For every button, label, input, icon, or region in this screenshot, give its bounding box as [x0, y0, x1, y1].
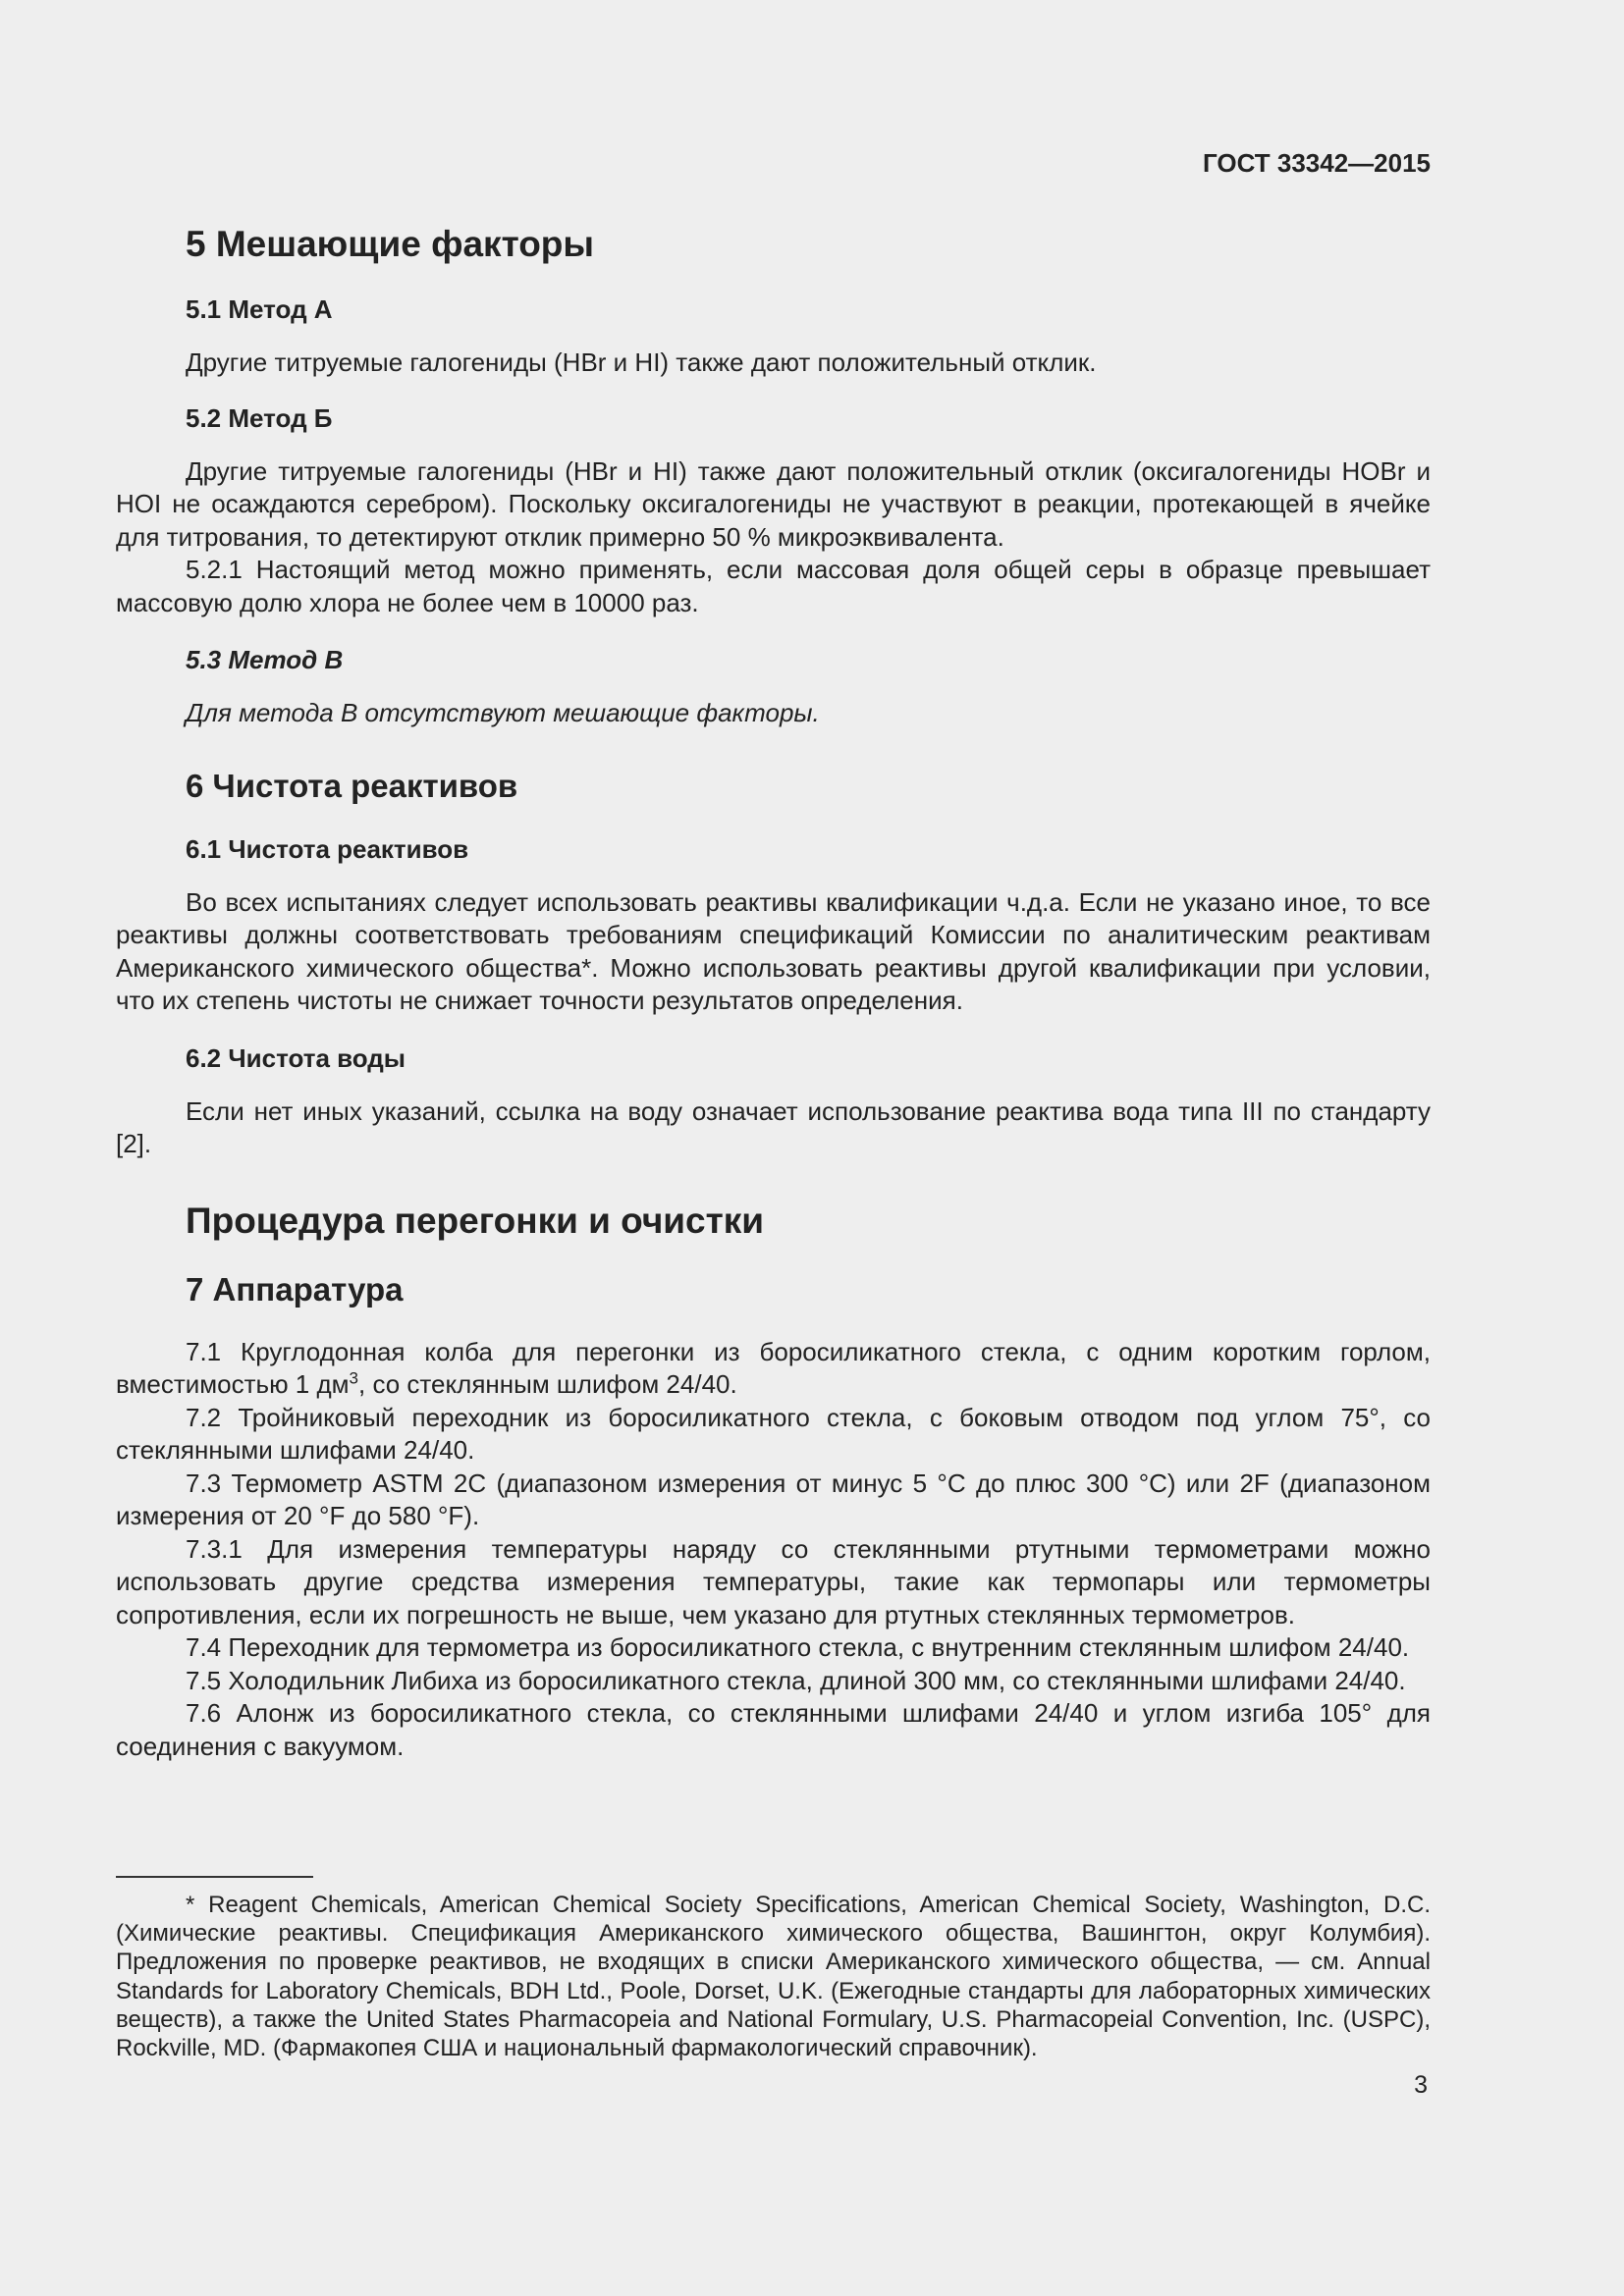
section-7-title: 7 Аппаратура: [186, 1270, 404, 1308]
section-5-2-title: 5.2 Метод Б: [186, 402, 333, 433]
section-6-title: 6 Чистота реактивов: [186, 767, 518, 804]
section-7-1-text: [116, 1336, 1431, 1402]
footnote-divider: [116, 1876, 313, 1878]
section-5-title: 5 Мешающие факторы: [186, 224, 594, 264]
section-6-1-text: Во всех испытаниях следует использовать реактивы квалификации ч.д.а. Если не указано иное, то все реактивы должны соответствовать требованиям спецификаций Комиссии по аналитическим реактивам Американского химического общества*. Можно использовать реактивы другой квалификации при условии, что их степень чистоты не снижает точности результатов определения.: [116, 886, 1431, 1015]
section-5-1-text: Другие титруемые галогениды (HBr и HI) также дают положительный отклик.: [186, 347, 1097, 377]
section-7-3-text: 7.3 Термометр ASTM 2C (диапазоном измерения от минус 5 °С до плюс 300 °С) или 2F (диапазоном измерения от 20 °F до 580 °F).: [116, 1468, 1431, 1530]
section-7-6-text: 7.6 Алонж из боросиликатного стекла, со стеклянными шлифами 24/40 и углом изгиба 105° для соединения с вакуумом.: [116, 1698, 1431, 1761]
section-7-2-text: 7.2 Тройниковый переходник из боросиликатного стекла, с боковым отводом под углом 75°, со стеклянными шлифами 24/40.: [116, 1402, 1431, 1465]
section-7-1-superscript: 3: [349, 1368, 358, 1388]
section-5-1-title: 5.1 Метод А: [186, 294, 333, 324]
section-6-1-title: 6.1 Чистота реактивов: [186, 833, 469, 864]
section-5-2-text: Другие титруемые галогениды (HBr и HI) также дают положительный отклик (оксигалогениды HOBr и HOI не осаждаются серебром). Поскольку оксигалогениды не участвуют в реакции, протекающей в ячейке для титрования, то детектируют отклик примерно 50 % микроэквивалента.: [116, 455, 1431, 552]
section-7-3-1-text: 7.3.1 Для измерения температуры наряду со стеклянными ртутными термометрами можно использовать другие средства измерения температуры, такие как термопары или термометры сопротивления, если их погрешность не выше, чем указано для ртутных стеклянных термометров.: [116, 1533, 1431, 1629]
section-5-3-title: 5.3 Метод В: [186, 645, 344, 674]
section-7-4-text: 7.4 Переходник для термометра из боросиликатного стекла, с внутренним стеклянным шлифом 24/40.: [186, 1632, 1410, 1662]
section-7-5-text: 7.5 Холодильник Либиха из боросиликатного стекла, длиной 300 мм, со стеклянными шлифами 24/40.: [186, 1665, 1406, 1695]
section-7-1-text-b: , со стеклянным шлифом 24/40.: [358, 1369, 737, 1399]
page-content: [116, 216, 1431, 1763]
section-5-3-text: Для метода В отсутствуют мешающие факторы.: [186, 698, 820, 727]
section-5-2-1-text: 5.2.1 Настоящий метод можно применять, если массовая доля общей серы в образце превышает массовую долю хлора не более чем в 10000 раз.: [116, 555, 1431, 617]
section-7-1-text-a: 7.1 Круглодонная колба для перегонки из боросиликатного стекла, с одним коротким горлом, вместимостью 1 дм: [116, 1336, 1431, 1399]
section-6-2-title: 6.2 Чистота воды: [186, 1042, 406, 1073]
standard-header: ГОСТ 33342—2015: [1203, 148, 1431, 178]
procedure-title: Процедура перегонки и очистки: [186, 1200, 765, 1241]
section-6-2-text: Если нет иных указаний, ссылка на воду означает использование реактива вода типа III по стандарту [2].: [116, 1095, 1431, 1158]
footnote: * Reagent Chemicals, American Chemical Society Specifications, American Chemical Society, Washington, D.C. (Химические реактивы. Спецификация Американского химического общества, Вашингтон, округ Колумбия). Предложения по проверке реактивов, не входящих в списки Американского химического общества, — см. Annual Standards for Laboratory Chemicals, BDH Ltd., Poole, Dorset, U.K. (Ежегодные стандарты для лабораторных химических веществ), а также the United States Pharmacopeia and National Formulary, U.S. Pharmacopeial Convention, Inc. (USPC), Rockville, MD. (Фармакопея США и национальный фармакологический справочник).: [116, 1892, 1431, 2062]
page-number: 3: [1414, 2071, 1428, 2099]
